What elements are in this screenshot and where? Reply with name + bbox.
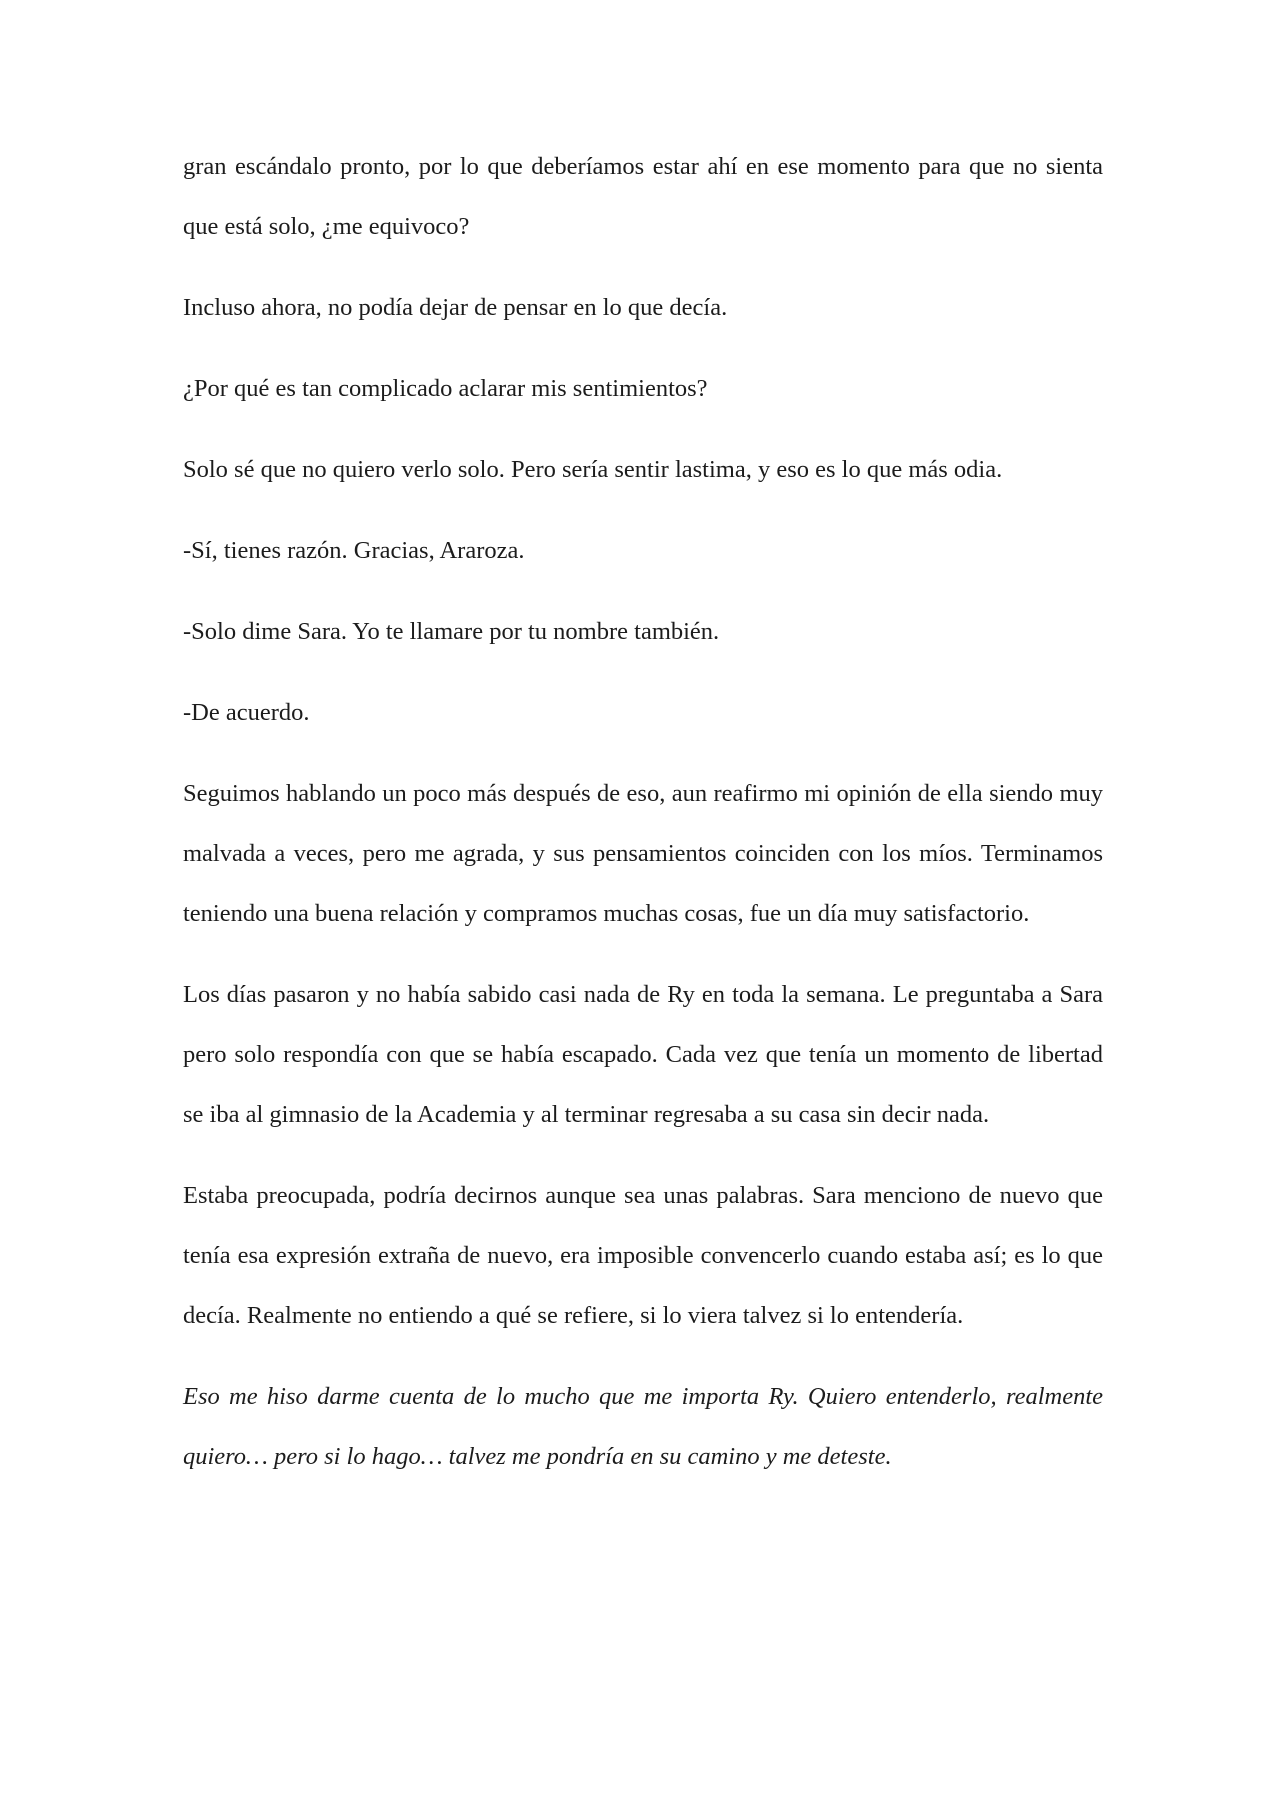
- paragraph-4: Solo sé que no quiero verlo solo. Pero sería sentir lastima, y eso es lo que más odia.: [183, 456, 1003, 483]
- paragraph-5: -Sí, tienes razón. Gracias, Araroza.: [183, 537, 525, 564]
- paragraph-10: Estaba preocupada, podría decirnos aunque sea unas palabras. Sara menciono de nuevo que tenía esa expresión extraña de nuevo, era imposible convencerlo cuando estaba así; es lo que decía. Realmente no entiendo a qué se refiere, si lo viera talvez si lo entendería.: [183, 1182, 1103, 1329]
- paragraph-3: ¿Por qué es tan complicado aclarar mis sentimientos?: [183, 375, 708, 402]
- paragraph-9: Los días pasaron y no había sabido casi nada de Ry en toda la semana. Le preguntaba a Sara pero solo respondía con que se había escapado. Cada vez que tenía un momento de libertad se iba al gimnasio de la Academia y al terminar regresaba a su casa sin decir nada.: [183, 981, 1103, 1128]
- paragraph-8: Seguimos hablando un poco más después de eso, aun reafirmo mi opinión de ella siendo muy malvada a veces, pero me agrada, y sus pensamientos coinciden con los míos. Terminamos teniendo una buena relación y compramos muchas cosas, fue un día muy satisfactorio.: [183, 780, 1103, 927]
- paragraph-1: gran escándalo pronto, por lo que deberíamos estar ahí en ese momento para que no sienta que está solo, ¿me equivoco?: [183, 153, 1103, 240]
- paragraph-11: Eso me hiso darme cuenta de lo mucho que me importa Ry. Quiero entenderlo, realmente quiero… pero si lo hago… talvez me pondría en su camino y me deteste.: [183, 1383, 1103, 1470]
- document-body: [183, 137, 1103, 1508]
- paragraph-7: -De acuerdo.: [183, 699, 310, 726]
- paragraph-6: -Solo dime Sara. Yo te llamare por tu nombre también.: [183, 618, 720, 645]
- paragraph-2: Incluso ahora, no podía dejar de pensar en lo que decía.: [183, 294, 728, 321]
